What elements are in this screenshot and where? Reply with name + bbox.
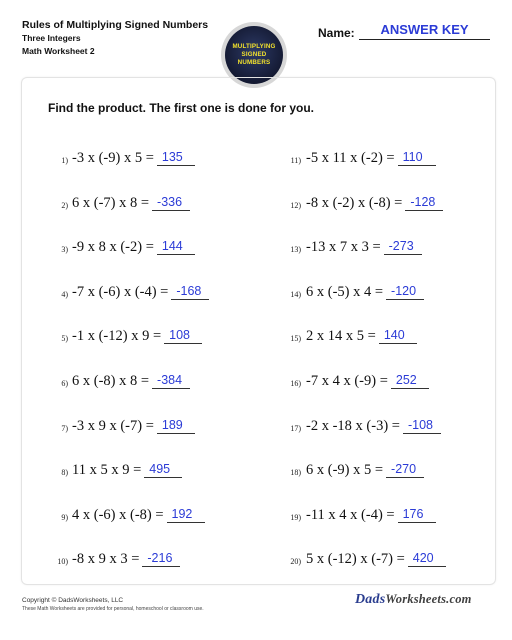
problem-expression: 6 x (-5) x 4 = — [306, 284, 384, 300]
answer-line — [398, 165, 436, 166]
problem-number: 17) — [290, 424, 301, 433]
logo-part-dads: Dads — [355, 592, 386, 607]
problem-number: 7) — [61, 424, 68, 433]
problem-item — [0, 328, 512, 348]
answer-value: -168 — [176, 284, 202, 298]
problem-item — [0, 150, 512, 170]
instructions: Find the product. The first one is done for you. — [48, 101, 314, 115]
problem-number: 13) — [290, 245, 301, 254]
answer-value: 110 — [402, 150, 423, 164]
worksheet-title: Rules of Multiplying Signed Numbers — [22, 19, 209, 31]
problem-expression: 6 x (-9) x 5 = — [306, 462, 384, 478]
problem-expression: 2 x 14 x 5 = — [306, 328, 376, 344]
problem-item — [0, 195, 512, 215]
answer-line — [386, 299, 424, 300]
worksheet-number: Math Worksheet 2 — [22, 46, 95, 56]
answer-value: -128 — [410, 195, 436, 209]
problem-number: 5) — [61, 334, 68, 343]
problem-number: 12) — [290, 201, 301, 210]
problem-expression: -7 x (-6) x (-4) = — [72, 284, 169, 300]
problem-expression: -8 x (-2) x (-8) = — [306, 195, 403, 211]
answer-value: 189 — [161, 418, 183, 432]
answer-value: 108 — [169, 328, 190, 342]
answer-value: -273 — [388, 239, 414, 253]
answer-value: -216 — [147, 551, 173, 565]
problem-item — [0, 284, 512, 304]
badge-line-2: SIGNED — [241, 51, 267, 58]
name-value: ANSWER KEY — [380, 22, 469, 37]
problem-expression: 4 x (-6) x (-8) = — [72, 507, 164, 523]
problem-expression: 6 x (-8) x 8 = — [72, 373, 150, 389]
answer-line — [405, 210, 443, 211]
problem-expression: -9 x 8 x (-2) = — [72, 239, 154, 255]
answer-value: -336 — [157, 195, 183, 209]
problem-expression: 6 x (-7) x 8 = — [72, 195, 150, 211]
problem-item — [0, 373, 512, 393]
problem-item — [0, 551, 512, 571]
problem-number: 16) — [290, 379, 301, 388]
problem-expression: 11 x 5 x 9 = — [72, 462, 142, 478]
problem-number: 11) — [290, 156, 301, 165]
answer-line — [391, 388, 429, 389]
badge-line-3: NUMBERS — [237, 59, 271, 66]
problem-number: 4) — [61, 290, 68, 299]
problem-item — [0, 462, 512, 482]
answer-value: 495 — [149, 462, 171, 476]
problem-number: 3) — [61, 245, 68, 254]
answer-value: 252 — [395, 373, 417, 387]
problem-expression: -11 x 4 x (-4) = — [306, 507, 395, 523]
copyright: Copyright © DadsWorksheets, LLC — [22, 597, 124, 604]
answer-line — [379, 343, 417, 344]
name-label: Name: — [318, 26, 355, 40]
problem-number: 8) — [61, 468, 68, 477]
logo-part-worksheets: Worksheets.com — [385, 592, 472, 606]
problem-expression: -3 x (-9) x 5 = — [72, 150, 154, 166]
brand-logo — [355, 592, 472, 608]
problem-item — [0, 507, 512, 527]
answer-value: 420 — [412, 551, 434, 565]
badge-line-1: MULTIPLYING — [232, 43, 276, 50]
answer-line — [403, 433, 441, 434]
problem-expression: 5 x (-12) x (-7) = — [306, 551, 405, 567]
answer-value: 192 — [171, 507, 193, 521]
problem-number: 19) — [290, 513, 301, 522]
problem-number: 18) — [290, 468, 301, 477]
problem-expression: -7 x 4 x (-9) = — [306, 373, 388, 389]
problem-expression: -1 x (-12) x 9 = — [72, 328, 162, 344]
topic-badge-inner — [225, 26, 283, 84]
answer-line — [408, 566, 446, 567]
worksheet-subtitle: Three Integers — [22, 33, 81, 43]
problem-expression: -8 x 9 x 3 = — [72, 551, 140, 567]
answer-value: -270 — [391, 462, 417, 476]
answer-value: -108 — [407, 418, 433, 432]
problem-number: 2) — [61, 201, 68, 210]
answer-value: 144 — [161, 239, 183, 253]
problem-expression: -5 x 11 x (-2) = — [306, 150, 395, 166]
answer-value: -120 — [391, 284, 417, 298]
problem-number: 6) — [61, 379, 68, 388]
name-underline — [359, 39, 490, 40]
disclaimer: These Math Worksheets are provided for personal, homeschool or classroom use. — [22, 606, 204, 612]
problem-item — [0, 239, 512, 259]
answer-value: 135 — [161, 150, 183, 164]
problem-item — [0, 418, 512, 438]
answer-value: -384 — [157, 373, 183, 387]
problem-number: 1) — [61, 156, 68, 165]
problem-number: 14) — [290, 290, 301, 299]
problem-number: 9) — [61, 513, 68, 522]
answer-line — [398, 522, 436, 523]
answer-value: 140 — [383, 328, 405, 342]
problem-expression: -2 x -18 x (-3) = — [306, 418, 400, 434]
answer-value: 176 — [402, 507, 424, 521]
answer-line — [384, 254, 422, 255]
problem-number: 15) — [290, 334, 301, 343]
problem-number: 20) — [290, 557, 301, 566]
answer-line — [386, 477, 424, 478]
problem-expression: -3 x 9 x (-7) = — [72, 418, 154, 434]
problem-number: 10) — [57, 557, 68, 566]
problem-expression: -13 x 7 x 3 = — [306, 239, 381, 255]
